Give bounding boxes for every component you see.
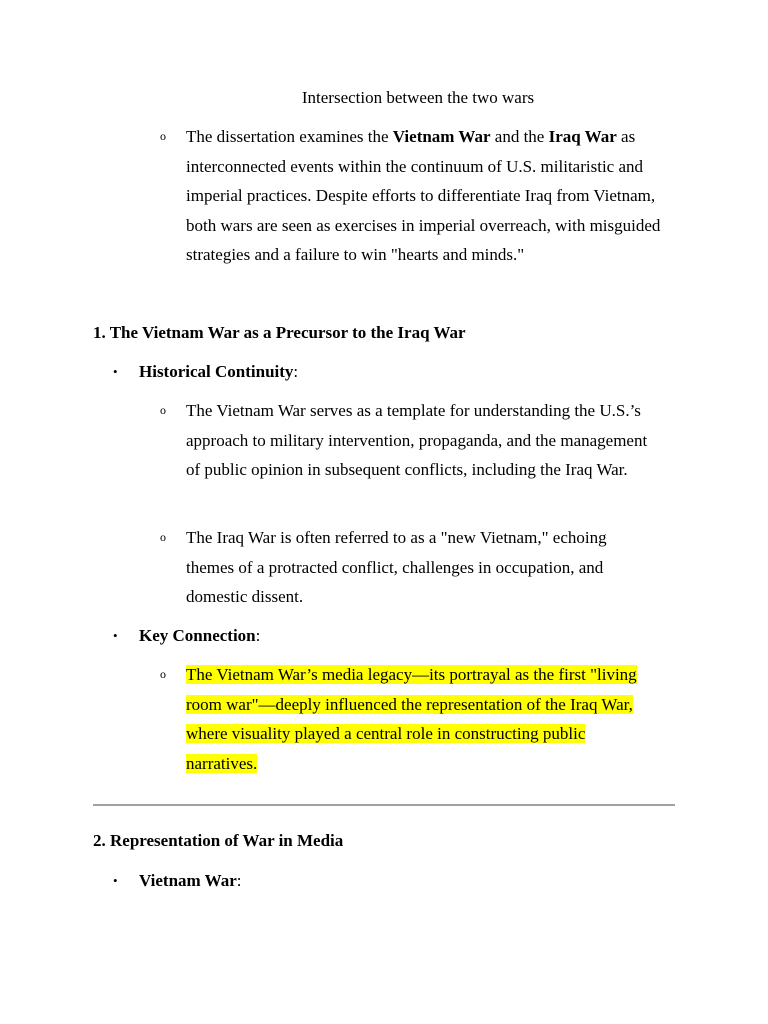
key-connection-bold: Key Connection bbox=[139, 626, 256, 645]
label-colon: : bbox=[236, 871, 242, 890]
label-colon: : bbox=[255, 626, 261, 645]
bullet-marker: • bbox=[113, 873, 118, 888]
intro-text-1: The dissertation examines the bbox=[186, 127, 393, 146]
highlighted-text: room war"—deeply influenced the representation of the Iraq War, bbox=[186, 694, 633, 714]
intro-text-3: as interconnected events within the continuum of U.S. militaristic and imperial practices. Despite efforts to differentiate Iraq from Vietnam, both wars are seen as exercises in imperial overreach, with misguided strategies and a failure to win "hearts and minds." bbox=[186, 127, 661, 264]
highlighted-text: narratives. bbox=[186, 753, 258, 773]
horizontal-rule bbox=[93, 804, 675, 806]
highlighted-text: The Vietnam War’s media legacy—its portrayal as the first "living bbox=[186, 665, 637, 684]
section-1-heading: 1. The Vietnam War as a Precursor to the Iraq War bbox=[93, 323, 466, 342]
section-2-heading: 2. Representation of War in Media bbox=[93, 831, 344, 850]
label-colon: : bbox=[293, 362, 299, 381]
historical-continuity-bold: Historical Continuity bbox=[139, 362, 294, 381]
circle-bullet-marker: o bbox=[160, 129, 166, 143]
key-connection-label bbox=[139, 625, 260, 647]
vietnam-war-bold: Vietnam War bbox=[139, 871, 237, 890]
intro-bold-vietnam: Vietnam War bbox=[392, 127, 491, 146]
intro-paragraph bbox=[186, 122, 678, 270]
historical-continuity-label bbox=[139, 361, 298, 383]
bullet-marker: • bbox=[113, 364, 118, 379]
document-title: Intersection between the two wars bbox=[301, 88, 535, 107]
highlighted-text: where visuality played a central role in constructing public bbox=[186, 724, 586, 743]
intro-bold-iraq: Iraq War bbox=[548, 127, 617, 146]
circle-bullet-marker: o bbox=[160, 667, 166, 681]
intro-text-2: and the bbox=[490, 127, 549, 146]
bullet-marker: • bbox=[113, 628, 118, 643]
vietnam-war-label bbox=[139, 870, 241, 892]
key-connection-item bbox=[186, 660, 686, 778]
historical-item-1: The Vietnam War serves as a template for understanding the U.S.’s approach to military intervention, propaganda, and the management of public opinion in subsequent conflicts, including the Iraq War. bbox=[186, 401, 648, 479]
historical-item-2: The Iraq War is often referred to as a "new Vietnam," echoing themes of a protracted conflict, challenges in occupation, and domestic dissent. bbox=[186, 528, 607, 606]
circle-bullet-marker: o bbox=[160, 530, 166, 544]
circle-bullet-marker: o bbox=[160, 403, 166, 417]
